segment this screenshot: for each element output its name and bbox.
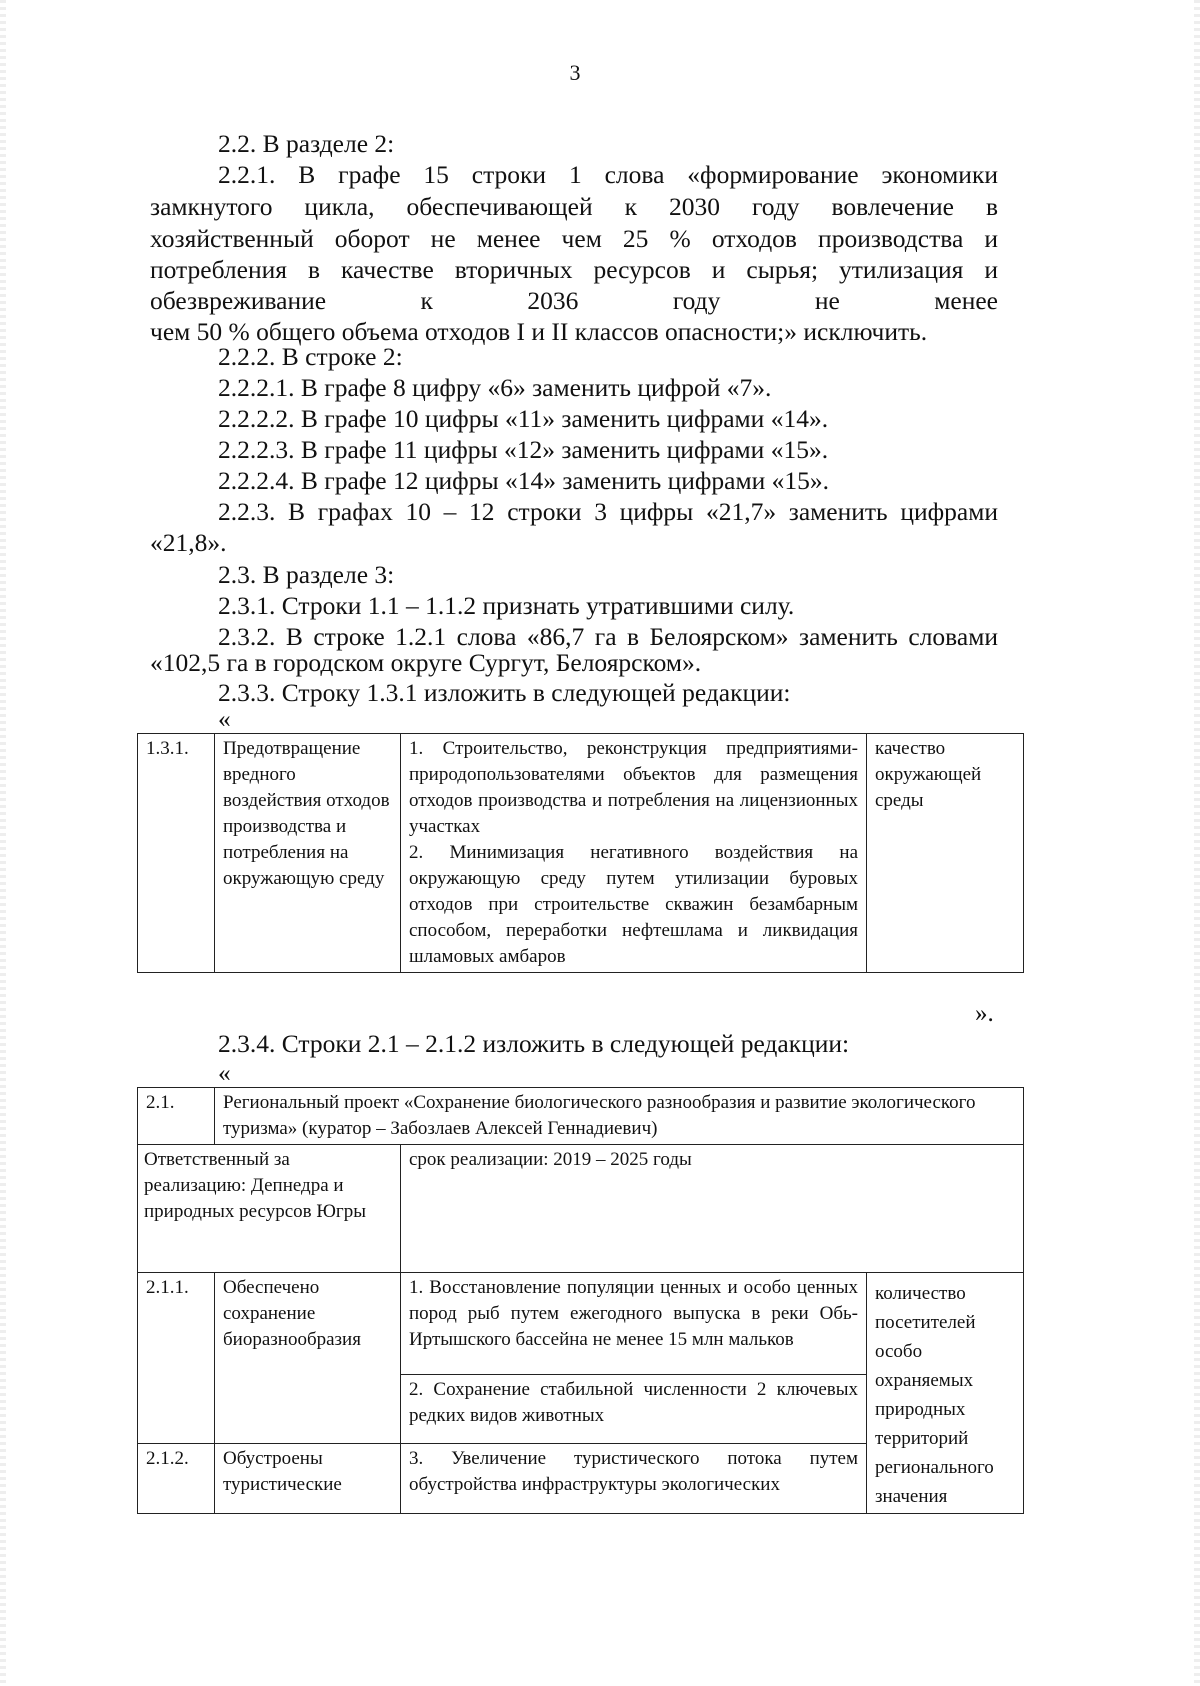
task-name: Предотвращение вредного воздействия отходов производства и потребления на окружающую среду [215,734,401,973]
measure-item: 2. Минимизация негативного воздействия на окружающую среду путем утилизации буровых отходов при строительстве скважин безамбарным способом, переработки нефтешлама и ликвидация шламовых амбаров [409,842,858,967]
text-line: замкнутого цикла, обеспечивающей к 2030 году вовлечение в [150,192,998,221]
project-title: Региональный проект «Сохранение биологического разнообразия и развитие экологического туризма» (куратор – Забозлаев Алексей Геннадиевич) [215,1088,1024,1145]
text-line: 2.2.1. В графе 15 строки 1 слова «формирование экономики [218,160,998,189]
measure-item: 1. Восстановление популяции ценных и особо ценных пород рыб путем ежегодного выпуска в реки Обь-Иртышского бассейна не менее 15 млн мальков [401,1273,867,1375]
text-line: потребления в качестве вторичных ресурсов и сырья; утилизация и [150,255,998,284]
text-line: «21,8». [150,528,227,557]
measure-item: 2. Сохранение стабильной численности 2 ключевых редких видов животных [401,1374,867,1444]
text-line: 2.3.2. В строке 1.2.1 слова «86,7 га в Белоярском» заменить словами [218,622,998,651]
scan-edge [0,0,6,1686]
text-line: 2.3. В разделе 3: [218,560,395,589]
text-line: чем 50 % общего объема отходов I и II классов опасности;» исключить. [150,317,928,346]
indicator-cell: качество окружающей среды [867,734,1024,973]
measure-item: 1. Строительство, реконструкция предприятиями-природопользователями объектов для размещения отходов производства и потребления на лицензионных участках [409,738,858,837]
text-line: 2.2.2. В строке 2: [218,342,403,371]
page-number: 3 [569,60,581,85]
indicator-cell: количество посетителей особо охраняемых природных территорий регионального значения [867,1273,1024,1514]
text-line: 2.2.2.4. В графе 12 цифры «14» заменить цифрами «15». [218,466,830,495]
row-number: 2.1. [138,1088,215,1145]
text-line: обезвреживание к 2036 году не менее [150,286,998,315]
term-cell: срок реализации: 2019 – 2025 годы [401,1145,1024,1273]
text-line: 2.3.1. Строки 1.1 – 1.1.2 признать утратившими силу. [218,591,795,620]
text-line: 2.3.4. Строки 2.1 – 2.1.2 изложить в следующей редакции: [218,1029,850,1058]
text-line: 2.2.2.3. В графе 11 цифры «12» заменить цифрами «15». [218,435,829,464]
result-name: Обеспечено сохранение биоразнообразия [215,1273,401,1444]
text-line: 2.2.3. В графах 10 – 12 строки 3 цифры «21,7» заменить цифрами [218,497,998,526]
text-line: « [218,1058,231,1087]
text-line: 2.2. В разделе 2: [218,129,395,158]
responsible-cell: Ответственный за реализацию: Депнедра и природных ресурсов Югры [138,1145,401,1273]
table-row-1-3-1 [137,733,1024,973]
row-number: 2.1.2. [138,1444,215,1514]
text-line: 2.2.2.1. В графе 8 цифру «6» заменить цифрой «7». [218,373,772,402]
text-line: 2.2.2.2. В графе 10 цифры «11» заменить цифрами «14». [218,404,829,433]
row-number: 1.3.1. [138,734,215,973]
measures-cell [401,734,867,973]
row-number: 2.1.1. [138,1273,215,1444]
result-name: Обустроены туристические [215,1444,401,1514]
text-line: 2.3.3. Строку 1.3.1 изложить в следующей редакции: [218,678,791,707]
table-rows-2-1 [137,1087,1024,1514]
text-line: «102,5 га в городском округе Сургут, Белоярском». [150,648,702,677]
scan-edge [1194,0,1200,1686]
closing-quote: ». [975,1000,994,1027]
measure-item: 3. Увеличение туристического потока путем обустройства инфраструктуры экологических [401,1444,867,1514]
text-line: хозяйственный оборот не менее чем 25 % отходов производства и [150,224,998,253]
text-line: « [218,704,231,733]
